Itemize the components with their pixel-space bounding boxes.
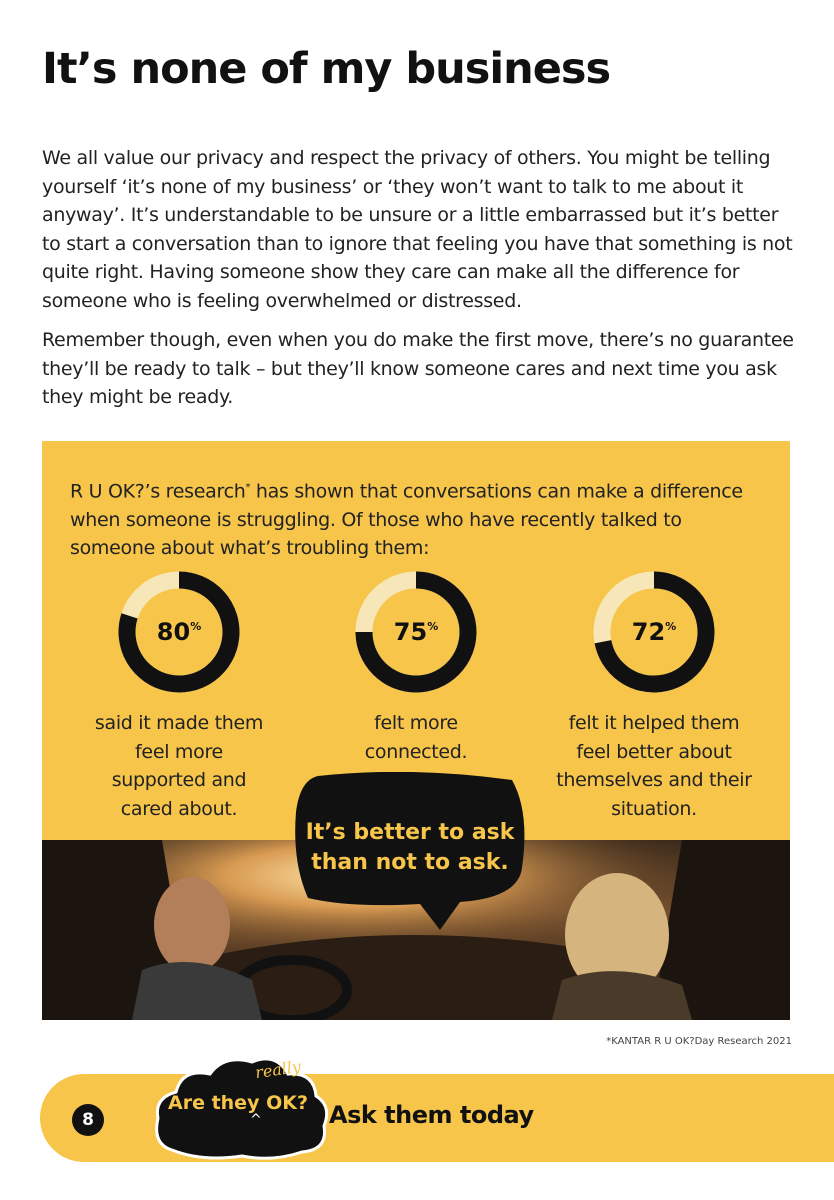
stat-item	[296, 567, 536, 766]
stat-unit: %	[427, 620, 439, 633]
footnote-marker: *	[245, 482, 251, 493]
intro-paragraph-2: Remember though, even when you do make the first move, there’s no guarantee they’ll be ready to talk – but they’ll know someone cares and next time you ask they might be ready.	[42, 329, 794, 408]
stat-item	[59, 567, 299, 823]
footer-tagline: Ask them today	[329, 1101, 534, 1129]
stat-unit: %	[190, 620, 202, 633]
research-intro-start: R U OK?’s research	[70, 480, 246, 503]
footnote: *KANTAR R U OK?Day Research 2021	[606, 1036, 792, 1047]
logo-text: Are they OK?	[168, 1092, 308, 1114]
research-intro	[70, 474, 770, 563]
stat-item	[534, 567, 774, 823]
donut-ring-75	[351, 567, 481, 697]
svg-text:72%	[632, 618, 676, 646]
ruok-logo	[152, 1054, 330, 1162]
stat-caption: said it made them feel more supported and cared about.	[94, 712, 264, 820]
stat-unit: %	[665, 620, 677, 633]
bubble-line-2: than not to ask.	[311, 850, 509, 875]
bubble-line-1: It’s better to ask	[305, 820, 515, 845]
footer-bar	[40, 1056, 834, 1162]
logo-caret-icon: ^	[250, 1112, 262, 1128]
research-intro-end: has shown that conversations can make a difference when someone is struggling. Of those who have recently talked to someone about what’s troubling them:	[70, 480, 743, 560]
svg-text:80%	[157, 618, 201, 646]
logo-really: really	[253, 1056, 303, 1083]
page-title: It’s none of my business	[42, 44, 611, 94]
intro-paragraph-1: We all value our privacy and respect the privacy of others. You might be telling yourself ‘it’s none of my business’ or ‘they won’t want to talk to me about it anyway’. It’s understandable to be unsure or a little embarrassed but it’s better to start a conversation than to ignore that feeling you have that something is not quite right. Having someone show they care can make all the difference for someone who is feeling overwhelmed or distressed.	[42, 147, 793, 312]
speech-bubble	[290, 772, 530, 932]
stat-caption: felt more connected.	[364, 712, 468, 763]
stat-caption: felt it helped them feel better about themselves and their situation.	[556, 712, 752, 820]
stat-value: 72	[631, 618, 666, 646]
donut-ring-80	[114, 567, 244, 697]
donut-ring-72	[589, 567, 719, 697]
page-number: 8	[72, 1104, 104, 1136]
bubble-text	[290, 818, 530, 878]
stat-value: 80	[156, 618, 191, 646]
stat-value: 75	[393, 618, 428, 646]
svg-text:75%	[394, 618, 438, 646]
